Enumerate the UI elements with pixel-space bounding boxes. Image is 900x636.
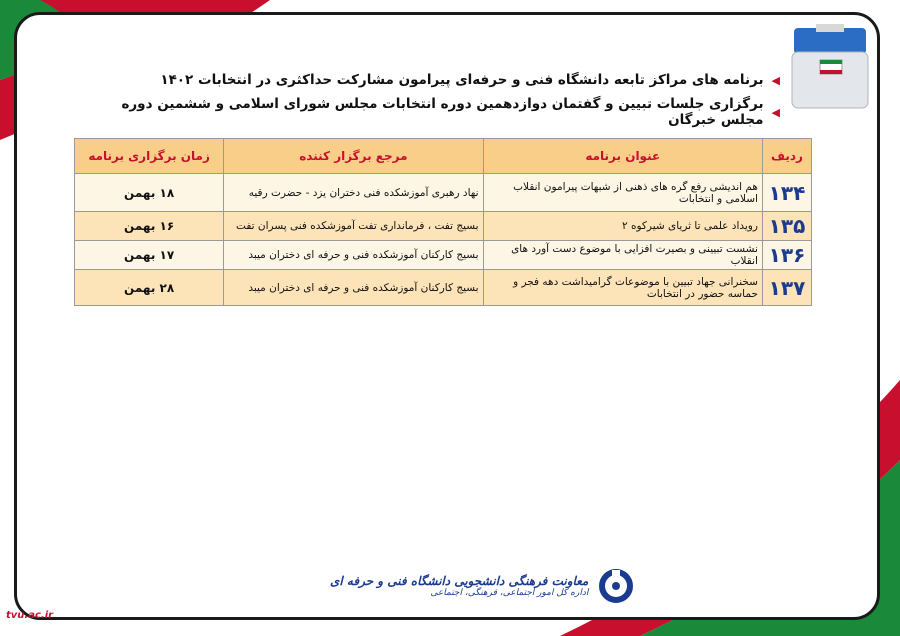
- table-row: [75, 270, 812, 306]
- header-time: زمان برگزاری برنامه: [75, 139, 224, 174]
- footer-line-2: اداره کل امور اجتماعی، فرهنگی، اجتماعی: [430, 588, 589, 598]
- table-row: [75, 212, 812, 241]
- row-num: ۱۳۶: [762, 241, 811, 270]
- row-time: ۱۷ بهمن: [75, 241, 224, 270]
- website-watermark: tvu.ac.ir: [6, 610, 54, 621]
- header-title: عنوان برنامه: [483, 139, 762, 174]
- row-title: رویداد علمی تا ثریای شیرکوه ۲: [483, 212, 762, 241]
- row-title: سخنرانی جهاد تبیین با موضوعات گرامیداشت دهه فجر و حماسه حضور در انتخابات: [483, 270, 762, 306]
- row-title: هم اندیشی رفع گره های ذهنی از شبهات پیرامون انقلاب اسلامی و انتخابات: [483, 174, 762, 212]
- table-header-row: [75, 139, 812, 174]
- header-num: ردیف: [762, 139, 811, 174]
- university-logo-icon: [596, 568, 636, 604]
- table-row: [75, 174, 812, 212]
- triangle-bullet-icon: ◀: [771, 105, 780, 119]
- row-num: ۱۳۵: [762, 212, 811, 241]
- footer-line-1: معاونت فرهنگی دانشجویی دانشگاه فنی و حرفه ای: [330, 574, 589, 588]
- table-row: [75, 241, 812, 270]
- row-num: ۱۳۴: [762, 174, 811, 212]
- program-table: [74, 138, 812, 306]
- headline-2-text: برگزاری جلسات تبیین و گفتمان دوازدهمین دوره انتخابات مجلس شورای اسلامی و ششمین دوره مجلس خبرگان: [121, 96, 764, 128]
- row-org: بسیج کارکنان آموزشکده فنی و حرفه ای دختران میبد: [224, 270, 483, 306]
- row-time: ۱۶ بهمن: [75, 212, 224, 241]
- footer-branding: [330, 568, 636, 604]
- triangle-bullet-icon: ◀: [771, 73, 780, 87]
- ballot-box-icon: [786, 22, 876, 112]
- headline-2: [80, 96, 780, 128]
- row-org: نهاد رهبری آموزشکده فنی دختران یزد - حضرت رقیه: [224, 174, 483, 212]
- row-time: ۲۸ بهمن: [75, 270, 224, 306]
- header-org: مرجع برگزار کننده: [224, 139, 483, 174]
- row-org: بسیج تفت ، فرمانداری تفت آموزشکده فنی پسران تفت: [224, 212, 483, 241]
- row-title: نشست تبیینی و بصیرت افزایی با موضوع دست آورد های انقلاب: [483, 241, 762, 270]
- row-org: بسیج کارکنان آموزشکده فنی و حرفه ای دختران میبد: [224, 241, 483, 270]
- headline-1: [80, 72, 780, 88]
- row-time: ۱۸ بهمن: [75, 174, 224, 212]
- headline-1-text: برنامه های مراکز تابعه دانشگاه فنی و حرفه‌ای پیرامون مشارکت حداکثری در انتخابات ۱۴۰۲: [160, 72, 764, 88]
- row-num: ۱۳۷: [762, 270, 811, 306]
